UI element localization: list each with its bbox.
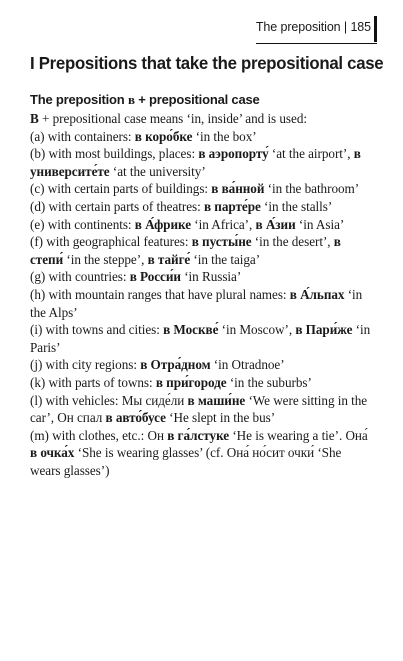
english-text: (a) with containers:	[30, 128, 135, 144]
english-text: ‘in the box’	[192, 128, 257, 144]
english-text: ‘in the bathroom’	[264, 181, 360, 197]
russian-example: в аэропорту́	[198, 146, 269, 162]
english-text: ‘in the taiga’	[190, 251, 261, 267]
usage-item	[30, 268, 375, 286]
subsection-preposition: в	[127, 92, 135, 107]
russian-example: в Росси́и	[129, 269, 181, 285]
running-head-separator: |	[340, 20, 351, 34]
russian-example: в Пари́же	[295, 322, 353, 338]
english-text: (j) with city regions:	[30, 357, 141, 373]
subsection-heading	[30, 91, 375, 108]
russian-example: в га́лстуке	[167, 427, 230, 443]
russian-example: в авто́бусе	[105, 410, 166, 426]
english-text: ‘in the suburbs’	[226, 374, 312, 390]
english-text: (f) with geographical features:	[30, 234, 192, 250]
russian-context: Мы сиде́ли	[121, 392, 188, 408]
english-text: (c) with certain parts of buildings:	[30, 181, 212, 197]
russian-example: в Отра́дном	[140, 357, 211, 373]
english-text: ‘at the university’	[109, 163, 206, 179]
english-text: ‘We were sitting in the car’,	[30, 392, 368, 426]
usage-item	[30, 392, 375, 427]
english-text: ‘in the stalls’	[260, 198, 333, 214]
intro-paragraph	[30, 110, 375, 128]
english-text: ‘He is wearing a tie’.	[229, 427, 346, 443]
usage-item	[30, 427, 375, 480]
russian-example: в А́фрике	[134, 216, 192, 232]
running-head-rule	[256, 43, 377, 44]
english-text: ‘in Otradnoe’	[210, 357, 285, 373]
russian-example: в университе́те	[30, 146, 361, 179]
english-text: ‘at the airport’,	[268, 146, 354, 162]
rule-body	[30, 110, 375, 479]
usage-item	[30, 145, 375, 180]
english-text: ‘in Paris’	[30, 322, 371, 355]
english-text: (g) with countries:	[30, 269, 130, 285]
usage-item	[30, 374, 375, 392]
usage-item	[30, 198, 375, 216]
english-text: (h) with mountain ranges that have plural names:	[30, 286, 290, 302]
intro-text: + prepositional case means ‘in, inside’ and is used:	[38, 111, 307, 126]
usage-item	[30, 286, 375, 321]
running-head-title: The preposition	[255, 20, 341, 34]
subsection-label: The preposition	[30, 92, 125, 107]
english-text: (l) with vehicles:	[30, 392, 122, 408]
russian-example: в пусты́не	[191, 234, 252, 250]
english-text: (b) with most buildings, places:	[30, 146, 199, 162]
running-head-corner-bar	[374, 16, 377, 42]
russian-context: Она́ но́сит очки́	[226, 445, 315, 461]
section-title	[30, 52, 384, 74]
russian-example: в маши́не	[187, 392, 246, 408]
russian-context: Она́	[345, 427, 368, 443]
russian-example: в коро́бке	[134, 128, 193, 144]
russian-context: Он спал	[57, 410, 106, 426]
english-text: ‘in the desert’,	[251, 234, 334, 250]
english-text: ‘He slept in the bus’	[165, 410, 276, 426]
english-text: ‘in the steppe’,	[63, 251, 148, 267]
russian-example: в очка́х	[30, 445, 75, 461]
usage-item	[30, 321, 375, 356]
russian-example: в парте́ре	[203, 198, 261, 214]
russian-example: в А́зии	[255, 216, 296, 232]
usage-item	[30, 128, 375, 146]
english-text: ‘in Africa’,	[191, 216, 256, 232]
russian-example: в А́льпах	[289, 286, 345, 302]
english-text: (d) with certain parts of theatres:	[30, 198, 204, 214]
english-text: ‘in the Alps’	[30, 286, 363, 320]
russian-context: Он	[147, 427, 168, 443]
english-text: ‘She wears glasses’)	[30, 445, 342, 478]
english-text: ‘in Moscow’,	[218, 322, 296, 338]
russian-example: в тайге́	[147, 251, 191, 267]
page-content	[30, 52, 384, 479]
usage-item	[30, 180, 375, 198]
usage-item	[30, 356, 375, 374]
russian-example: в при́городе	[155, 374, 227, 390]
usage-item	[30, 216, 375, 234]
english-text: ‘She is wearing glasses’ (cf.	[74, 445, 227, 461]
russian-example: в ва́нной	[211, 181, 265, 197]
subsection-label-rest: + prepositional case	[138, 92, 260, 107]
english-text: (m) with clothes, etc.:	[30, 427, 148, 443]
usage-list	[30, 128, 375, 480]
english-text: (i) with towns and cities:	[30, 322, 164, 338]
intro-preposition: В	[30, 111, 39, 126]
page-number: 185	[350, 20, 371, 34]
usage-item	[30, 233, 375, 268]
russian-example: в степи́	[30, 234, 341, 267]
section-marker: I	[30, 53, 35, 73]
english-text: ‘in Russia’	[180, 269, 242, 285]
russian-example: в Москве́	[163, 322, 219, 338]
running-head	[256, 20, 371, 42]
section-title-text: Prepositions that take the prepositional case	[38, 53, 384, 73]
english-text: (k) with parts of towns:	[30, 374, 156, 390]
english-text: (e) with continents:	[30, 216, 135, 232]
english-text: ‘in Asia’	[295, 216, 345, 232]
